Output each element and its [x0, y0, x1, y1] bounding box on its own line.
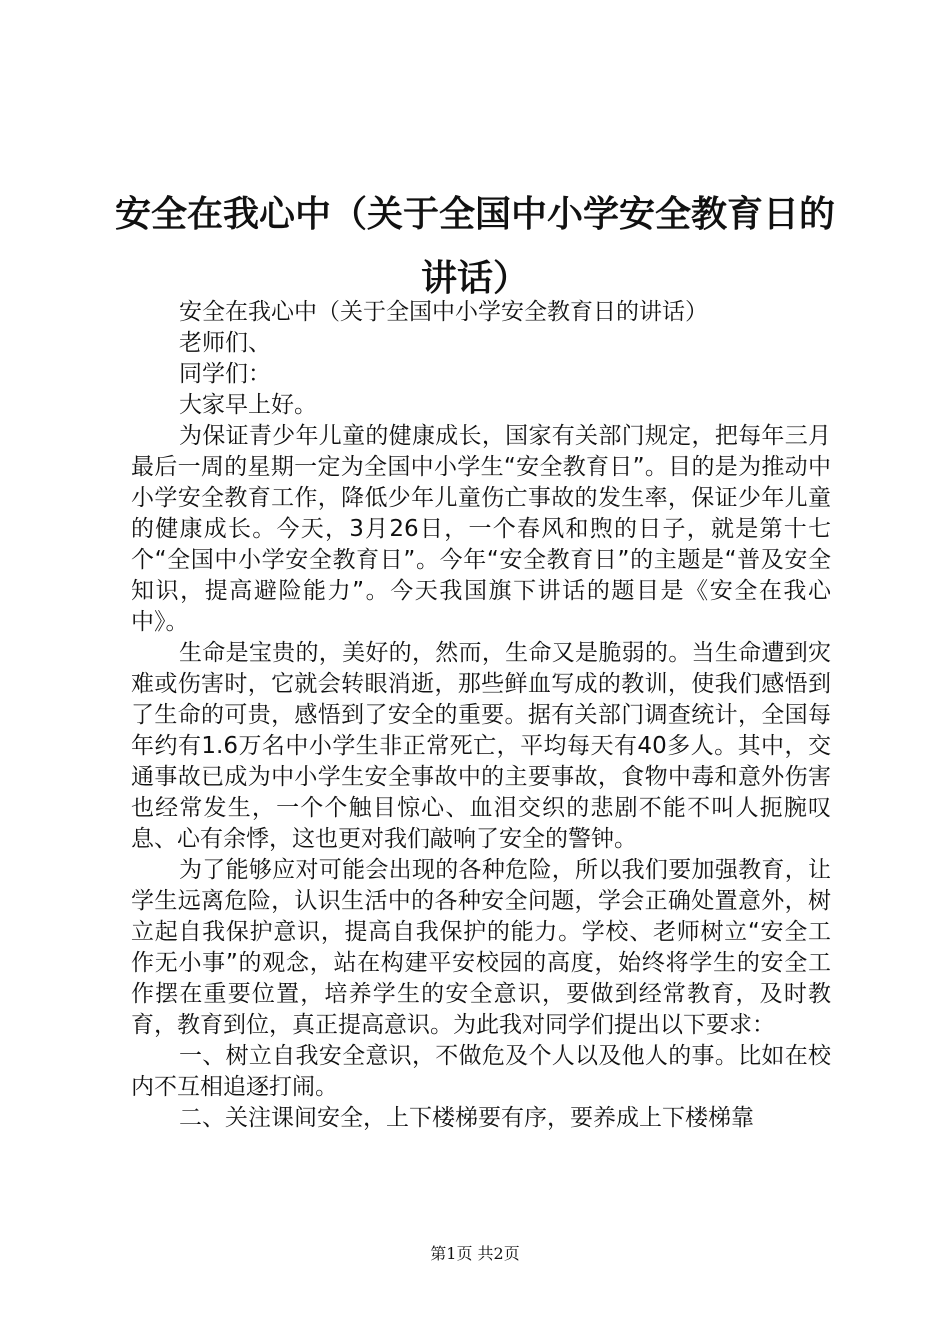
page-number-footer: 第1页 共2页	[430, 1244, 520, 1263]
paragraph-heading-repeat: 安全在我心中（关于全国中小学安全教育日的讲话）	[179, 299, 708, 325]
paragraph-greeting-teachers: 老师们、	[179, 330, 271, 356]
paragraph-education-measures: 为了能够应对可能会出现的各种危险，所以我们要加强教育，让学生远离危险，认识生活中的各种安全问题，学会正确处置意外，树立起自我保护意识，提高自我保护的能力。学校、老师树立“安全工作无小事”的观念，站在构建平安校园的高度，始终将学生的安全工作摆在重要位置，培养学生的安全意识，要做到经常教育，及时教育，教育到位，真正提高意识。为此我对同学们提出以下要求：	[131, 857, 831, 1038]
paragraph-requirement-1: 一、树立自我安全意识，不做危及个人以及他人的事。比如在校内不互相追逐打闹。	[131, 1043, 831, 1100]
paragraph-life-precious: 生命是宝贵的，美好的，然而，生命又是脆弱的。当生命遭到灾难或伤害时，它就会转眼消逝，那些鲜血写成的教训，使我们感悟到了生命的可贵，感悟到了安全的重要。据有关部门调查统计，全国每年约有1.6万名中小学生非正常死亡，平均每天有40多人。其中，交通事故已成为中小学生安全事故中的主要事故，食物中毒和意外伤害也经常发生，一个个触目惊心、血泪交织的悲剧不能不叫人扼腕叹息、心有余悸，这也更对我们敲响了安全的警钟。	[131, 640, 831, 852]
paragraph-good-morning: 大家早上好。	[179, 392, 317, 418]
paragraph-greeting-students: 同学们：	[179, 361, 271, 387]
document-body	[131, 297, 831, 1134]
paragraph-requirement-2: 二、关注课间安全，上下楼梯要有序，要养成上下楼梯靠	[179, 1105, 754, 1131]
paragraph-safety-day-intro: 为保证青少年儿童的健康成长，国家有关部门规定，把每年三月最后一周的星期一定为全国中小学生“安全教育日”。目的是为推动中小学安全教育工作，降低少年儿童伤亡事故的发生率，保证少年儿童的健康成长。今天，3月26日，一个春风和煦的日子，就是第十七个“全国中小学安全教育日”。今年“安全教育日”的主题是“普及安全知识，提高避险能力”。今天我国旗下讲话的题目是《安全在我心中》。	[131, 423, 831, 635]
document-title: 安全在我心中（关于全国中小学安全教育日的讲话）	[114, 193, 835, 299]
